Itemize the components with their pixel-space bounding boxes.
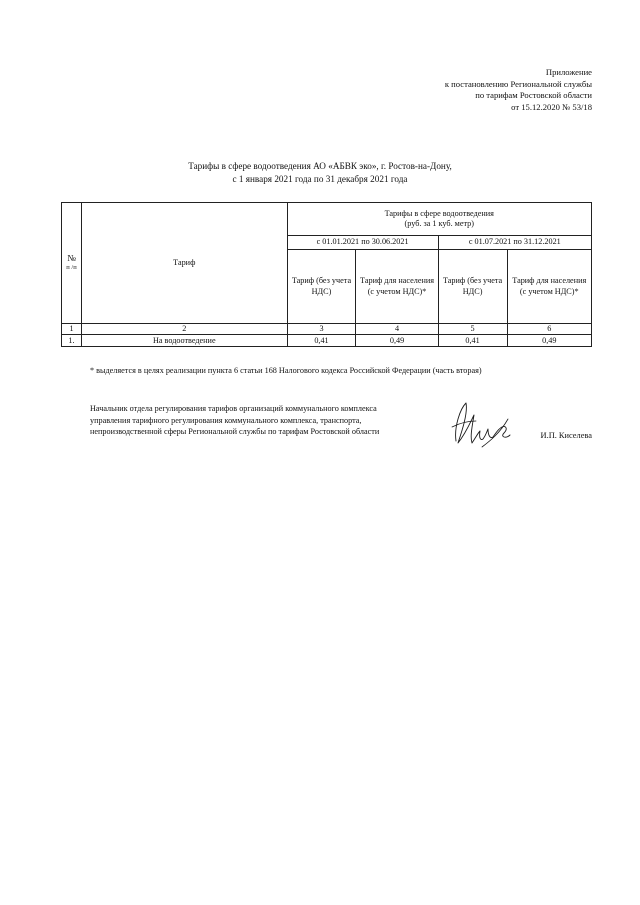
row-value-4: 0,49 [507, 335, 591, 347]
header-period-2: с 01.07.2021 по 31.12.2021 [438, 236, 591, 250]
footnote: * выделяется в целях реализации пункта 6 статьи 168 Налогового кодекса Российской Федерации (часть вторая) [90, 366, 482, 375]
header-col-population-2 [507, 250, 591, 324]
signer-name: И.П. Киселева [540, 431, 592, 440]
row-value-2: 0,49 [356, 335, 438, 347]
header-group [287, 203, 591, 236]
document-title [0, 160, 640, 185]
header-col-population-1 [356, 250, 438, 324]
header-col-population-1-line-1: Тариф для населения [360, 276, 435, 286]
header-number-sub: п /п [66, 264, 77, 271]
tariffs-table [61, 202, 592, 347]
column-number-5: 5 [438, 324, 507, 335]
row-number: 1. [62, 335, 82, 347]
header-col-population-1-line-2: (с учетом НДС)* [367, 286, 427, 296]
table-row [62, 335, 592, 347]
header-group-line-2: (руб. за 1 куб. метр) [404, 219, 474, 228]
column-number-4: 4 [356, 324, 438, 335]
header-col-population-2-line-2: (с учетом НДС)* [519, 286, 579, 296]
column-number-1: 1 [62, 324, 82, 335]
appendix-header [292, 67, 592, 113]
header-group-line-1: Тарифы в сфере водоотведения [384, 208, 494, 218]
header-number [62, 203, 82, 324]
column-number-2: 2 [82, 324, 288, 335]
header-col-no-vat-1: Тариф (без учета НДС) [287, 250, 356, 324]
appendix-line-3: по тарифам Ростовской области [475, 90, 592, 101]
title-line-1: Тарифы в сфере водоотведения АО «АБВК эко», г. Ростов-на-Дону, [188, 161, 452, 171]
position-line-3: непроизводственной сферы Региональной службы по тарифам Ростовской области [90, 427, 380, 437]
column-numbers-row [62, 324, 592, 335]
header-col-no-vat-2: Тариф (без учета НДС) [438, 250, 507, 324]
row-value-1: 0,41 [287, 335, 356, 347]
appendix-line-2: к постановлению Региональной службы [444, 78, 592, 89]
position-line-1: Начальник отдела регулирования тарифов организаций коммунального комплекса [90, 404, 377, 413]
row-value-3: 0,41 [438, 335, 507, 347]
signer-position [90, 403, 450, 438]
header-number-symbol: № [67, 252, 76, 263]
column-number-3: 3 [287, 324, 356, 335]
appendix-line-4: от 15.12.2020 № 53/18 [511, 101, 592, 112]
header-tariff: Тариф [82, 203, 288, 324]
row-tariff-name: На водоотведение [82, 335, 288, 347]
handwritten-signature [446, 397, 514, 455]
header-col-population-2-line-1: Тариф для населения [512, 276, 587, 286]
header-period-1: с 01.01.2021 по 30.06.2021 [287, 236, 438, 250]
column-number-6: 6 [507, 324, 591, 335]
appendix-line-1: Приложение [545, 67, 592, 77]
position-line-2: управления тарифного регулирования коммунального комплекса, транспорта, [90, 415, 362, 425]
title-line-2: с 1 января 2021 года по 31 декабря 2021 года [232, 173, 408, 184]
